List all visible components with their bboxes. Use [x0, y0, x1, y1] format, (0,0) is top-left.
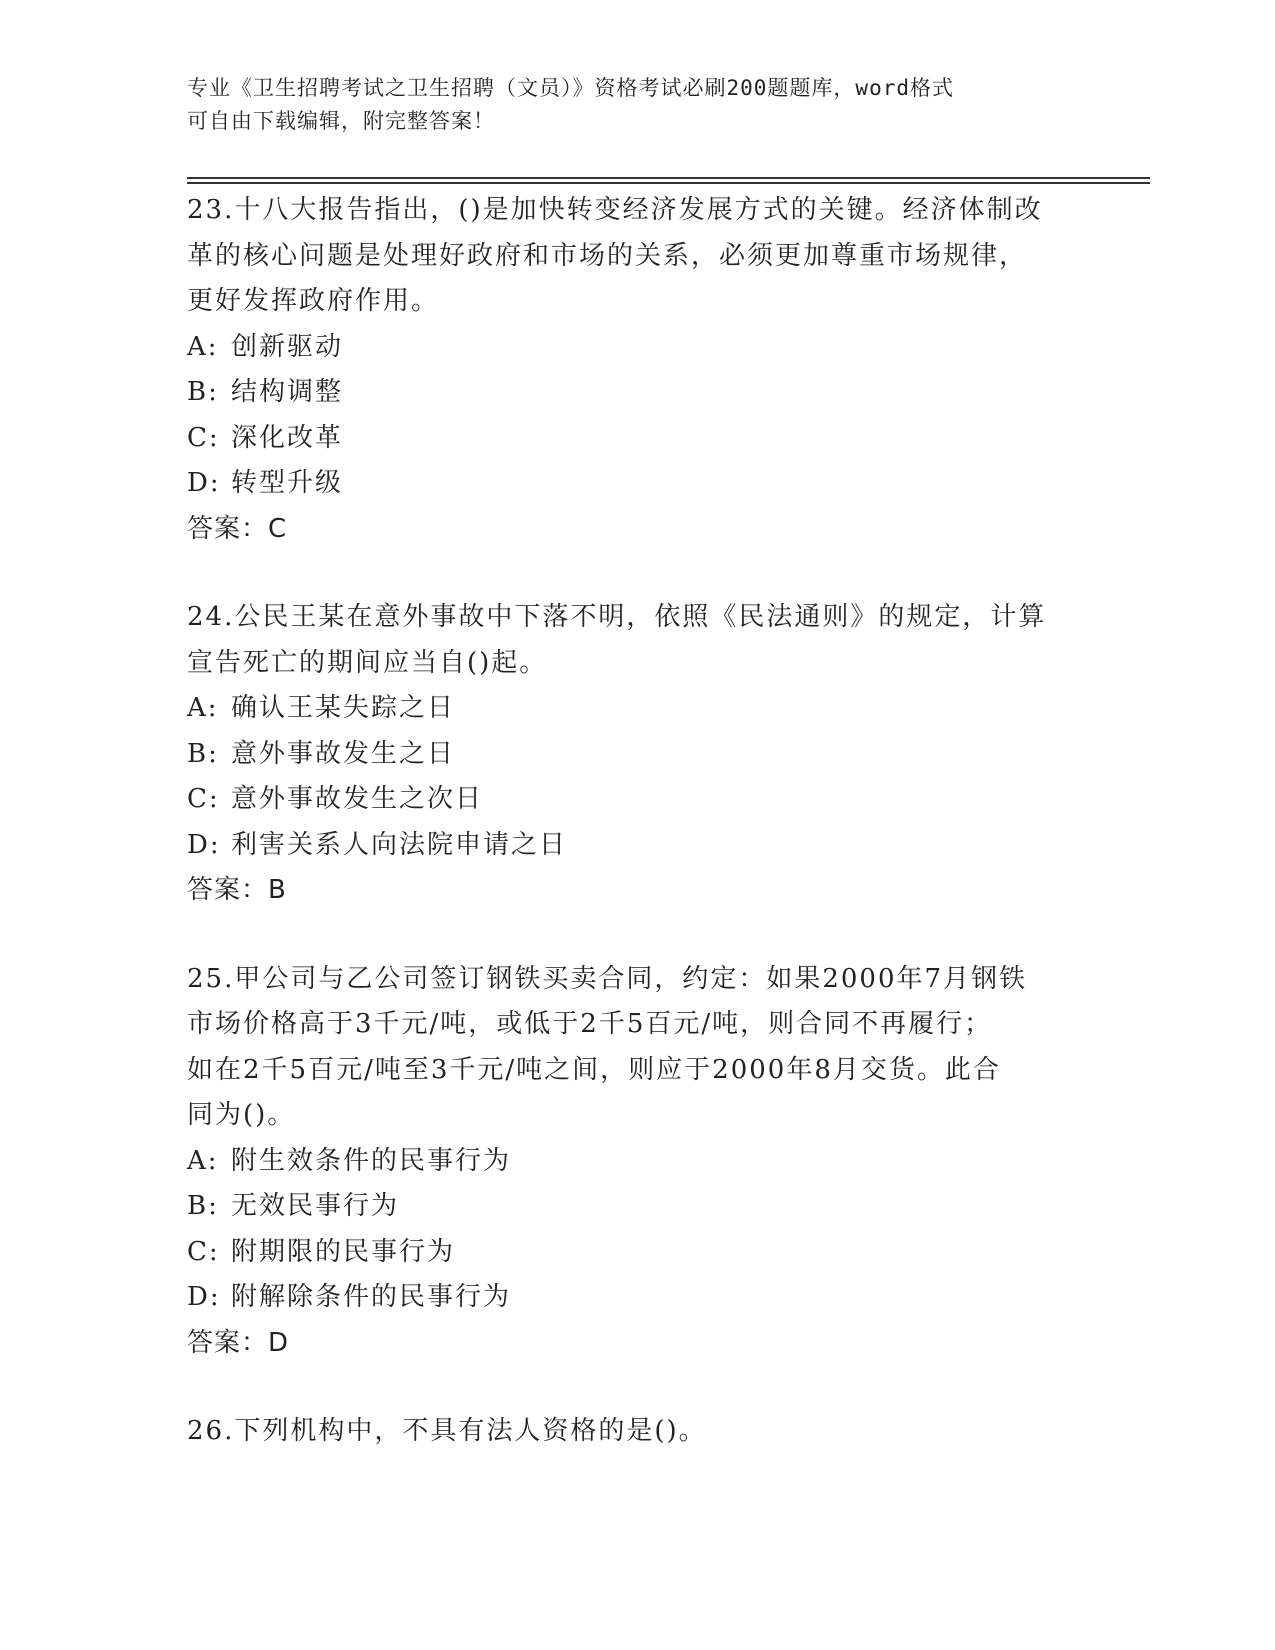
option-c [187, 777, 1087, 823]
question-text-line: 同为()。 [187, 1100, 296, 1130]
document-header [187, 72, 1067, 138]
option-text: 无效民事行为 [231, 1191, 400, 1221]
question-24 [187, 595, 1087, 914]
option-key: A: [187, 331, 219, 362]
question-list [187, 188, 1087, 1498]
answer-line: 答案：D [187, 1327, 290, 1358]
question-text-line: 24.公民王某在意外事故中下落不明，依照《民法通则》的规定，计算 [187, 602, 1047, 632]
option-key: B: [187, 738, 219, 769]
option-text: 结构调整 [231, 377, 344, 407]
answer-line: 答案：C [187, 513, 288, 544]
option-b [187, 370, 1087, 416]
answer-line: 答案：B [187, 875, 287, 905]
option-key: C: [187, 422, 220, 453]
question-26 [187, 1409, 1087, 1455]
header-divider-top [187, 177, 1150, 179]
option-text: 深化改革 [231, 422, 344, 453]
question-text-line: 宣告死亡的期间应当自()起。 [187, 647, 548, 678]
option-text: 意外事故发生之日 [231, 738, 456, 769]
option-c [187, 416, 1087, 462]
option-key: D: [187, 1282, 221, 1312]
option-text: 转型升级 [231, 468, 344, 498]
option-key: A: [187, 693, 219, 723]
option-b [187, 732, 1087, 778]
question-text-line: 更好发挥政府作用。 [187, 286, 440, 316]
option-c [187, 1230, 1087, 1276]
option-a [187, 325, 1087, 371]
option-key: C: [187, 784, 220, 814]
option-key: D: [187, 829, 221, 860]
option-key: D: [187, 468, 221, 498]
question-23 [187, 188, 1087, 552]
option-a [187, 1139, 1087, 1185]
question-text-line: 26.下列机构中，不具有法人资格的是()。 [187, 1416, 707, 1446]
option-text: 附生效条件的民事行为 [231, 1145, 512, 1176]
question-text-line: 市场价格高于3千元/吨，或低于2千5百元/吨，则合同不再履行； [187, 1009, 993, 1039]
option-d [187, 461, 1087, 507]
question-text-line: 23.十八大报告指出，()是加快转变经济发展方式的关键。经济体制改 [187, 195, 1043, 225]
header-line: 可自由下载编辑，附完整答案！ [187, 109, 495, 133]
option-key: B: [187, 1191, 219, 1221]
option-key: B: [187, 377, 219, 407]
header-divider-bottom [187, 182, 1150, 184]
option-text: 附解除条件的民事行为 [231, 1282, 512, 1312]
question-25 [187, 957, 1087, 1367]
option-text: 创新驱动 [231, 331, 344, 362]
question-text-line: 革的核心问题是处理好政府和市场的关系，必须更加尊重市场规律， [187, 240, 1028, 271]
option-a [187, 686, 1087, 732]
option-text: 利害关系人向法院申请之日 [231, 829, 568, 860]
question-text-line: 如在2千5百元/吨至3千元/吨之间，则应于2000年8月交货。此合 [187, 1054, 1001, 1085]
option-d [187, 823, 1087, 869]
option-d [187, 1275, 1087, 1321]
option-key: A: [187, 1145, 219, 1176]
option-text: 附期限的民事行为 [231, 1236, 456, 1267]
option-key: C: [187, 1236, 220, 1267]
option-text: 意外事故发生之次日 [231, 784, 484, 814]
option-text: 确认王某失踪之日 [231, 693, 456, 723]
header-line: 专业《卫生招聘考试之卫生招聘（文员）》资格考试必刷200题题库，word格式 [187, 76, 954, 100]
option-b [187, 1184, 1087, 1230]
question-text-line: 25.甲公司与乙公司签订钢铁买卖合同，约定：如果2000年7月钢铁 [187, 963, 1028, 994]
